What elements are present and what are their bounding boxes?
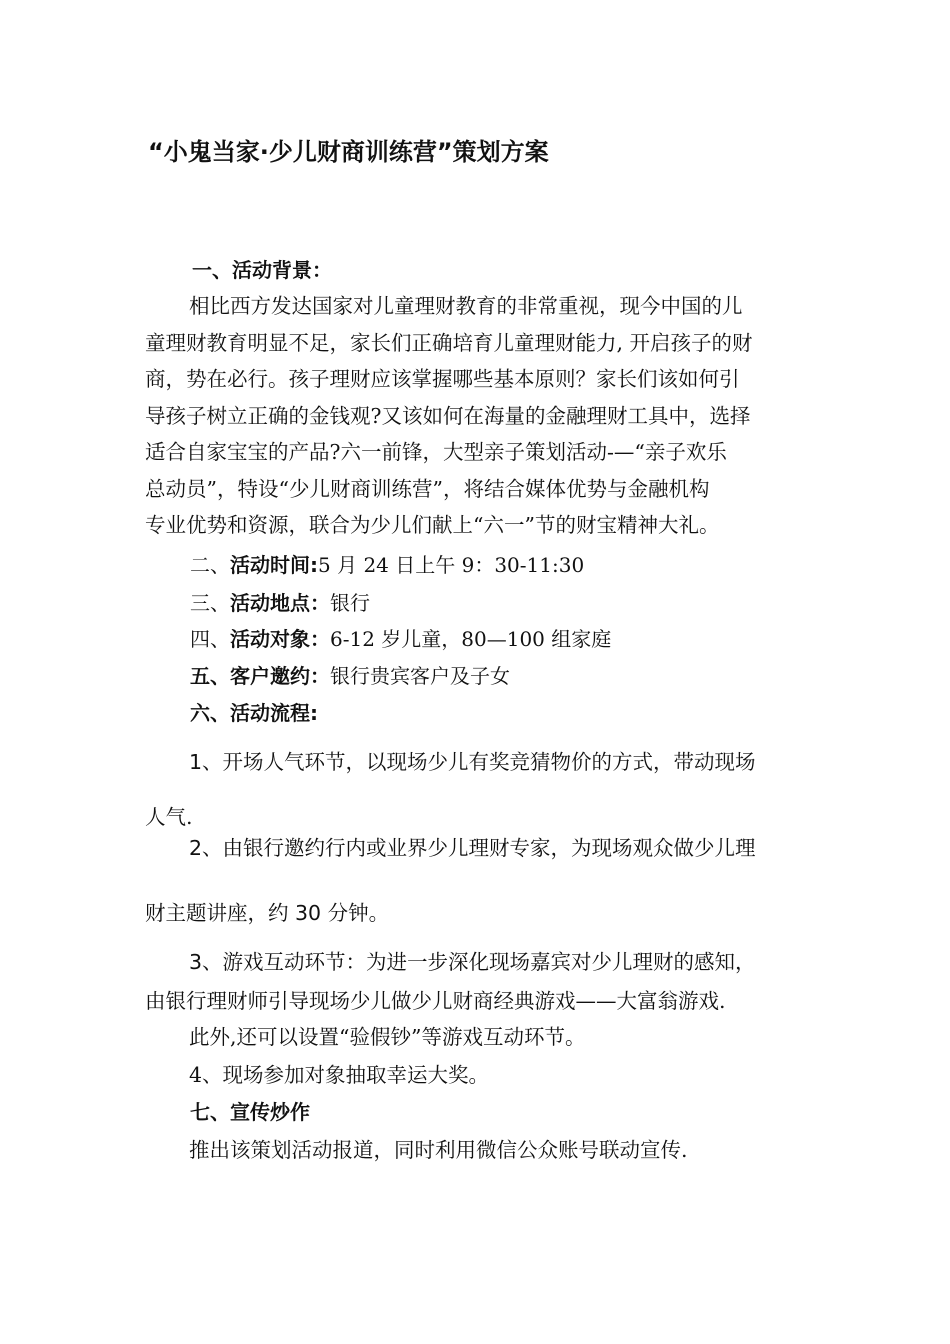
- activity-target-prefix: 四、: [190, 627, 230, 651]
- activity-place-row: [190, 587, 370, 616]
- background-line: 总动员”，特设“少儿财商训练营”，将结合媒体优势与金融机构: [145, 476, 710, 501]
- process-item-1-line-2: 人气.: [145, 805, 193, 829]
- client-invite-label: 五、客户邀约：: [190, 664, 330, 688]
- process-item-3-extra: [145, 1020, 809, 1050]
- process-item-1-cont: [145, 800, 809, 830]
- activity-place-prefix: 三、: [190, 591, 230, 615]
- process-item-2-line-1: 2、由银行邀约行内或业界少儿理财专家，为现场观众做少儿理: [189, 836, 756, 860]
- background-line: 适合自家宝宝的产品?六一前锋，大型亲子策划活动-—“亲子欢乐: [145, 440, 727, 464]
- activity-time-label: 活动时间:: [230, 553, 318, 577]
- activity-time-prefix: 二、: [190, 553, 230, 577]
- process-item-1: [145, 745, 809, 775]
- background-line: 专业优势和资源，联合为少儿们献上“六一”节的财宝精神大礼。: [145, 513, 720, 537]
- client-invite-value: 银行贵宾客户及子女: [330, 664, 510, 688]
- process-item-3: [145, 945, 809, 975]
- process-heading: [190, 697, 318, 726]
- activity-time-row: [190, 549, 584, 578]
- activity-target-label: 活动对象：: [230, 627, 330, 651]
- background-line: 童理财教育明显不足，家长们正确培育儿童理财能力, 开启孩子的财: [145, 330, 753, 355]
- process-item-2-line-2: 财主题讲座，约 30 分钟。: [145, 901, 390, 925]
- process-heading-text: 六、活动流程:: [190, 701, 318, 725]
- activity-place-value: 银行: [330, 591, 370, 615]
- promo-text: 推出该策划活动报道，同时利用微信公众账号联动宣传.: [189, 1138, 688, 1162]
- process-item-4-line-1: 4、现场参加对象抽取幸运大奖。: [189, 1063, 490, 1087]
- background-line: 相比西方发达国家对儿童理财教育的非常重视，现今中国的儿: [189, 294, 743, 318]
- client-invite-row: [190, 660, 510, 689]
- background-line: 商，势在必行。孩子理财应该掌握哪些基本原则？家长们该如何引: [145, 367, 740, 391]
- process-item-3-line-3: 此外,还可以设置“验假钞”等游戏互动环节。: [189, 1025, 586, 1049]
- background-line: 导孩子树立正确的金钱观?又该如何在海量的金融理财工具中，选择: [145, 403, 751, 428]
- activity-place-label: 活动地点：: [230, 591, 330, 615]
- process-item-2: [145, 831, 809, 861]
- process-item-3-line-1: 3、游戏互动环节：为进一步深化现场嘉宾对少儿理财的感知，: [189, 950, 756, 974]
- activity-target-value: 6-12 岁儿童，80—100 组家庭: [330, 627, 612, 651]
- activity-time-value: 5 月 24 日上午 9：30-11:30: [318, 553, 585, 577]
- promo-heading-text: 七、宣传炒作: [190, 1100, 310, 1124]
- document-title: “小鬼当家·少儿财商训练营”策划方案: [148, 138, 549, 166]
- process-item-4: [145, 1058, 809, 1088]
- process-item-2-cont: [145, 896, 809, 926]
- promo-heading: [190, 1096, 310, 1125]
- process-item-3-line-2: 由银行理财师引导现场少儿做少儿财商经典游戏——大富翁游戏.: [145, 989, 726, 1013]
- activity-target-row: [190, 623, 611, 652]
- section-background-heading: 一、活动背景：: [192, 258, 332, 282]
- background-paragraph: [145, 288, 807, 544]
- process-item-1-line-1: 1、开场人气环节，以现场少儿有奖竞猜物价的方式，带动现场: [189, 750, 756, 774]
- promo-text-row: [145, 1133, 809, 1163]
- process-item-3-cont: [145, 984, 809, 1014]
